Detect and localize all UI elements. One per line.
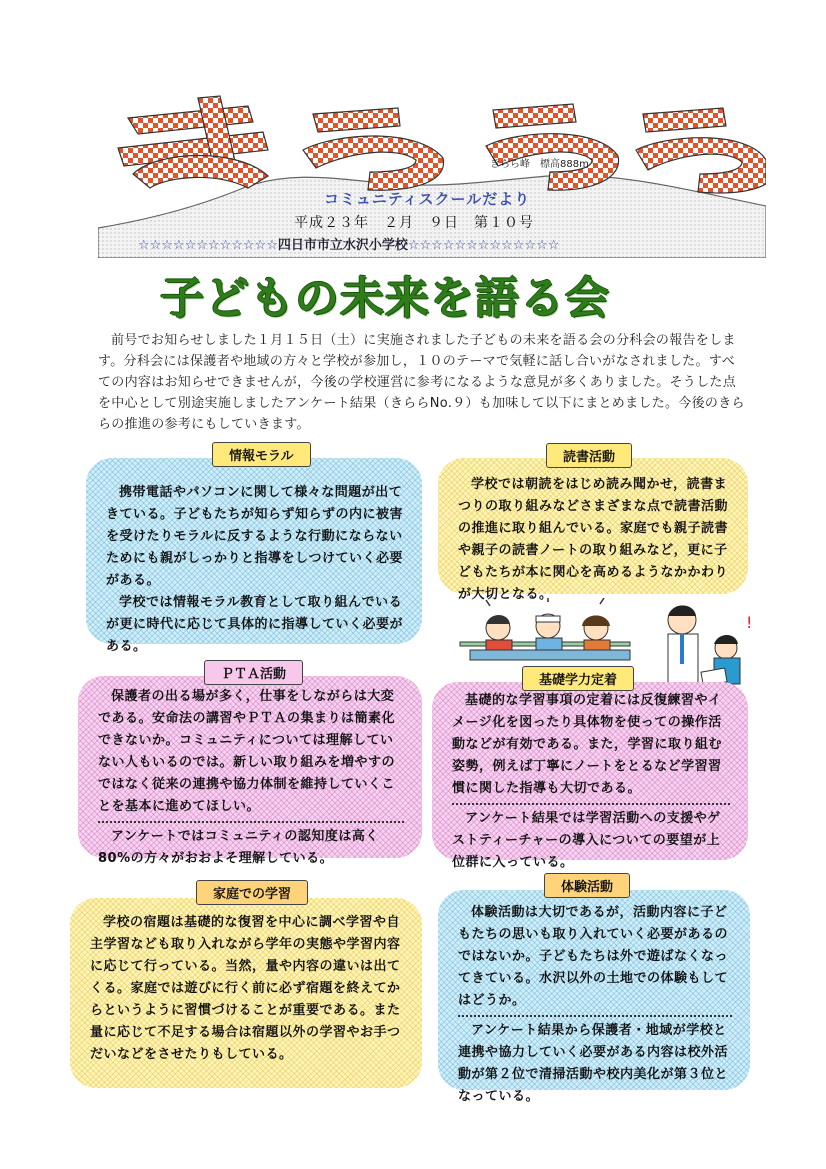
masthead bbox=[98, 88, 766, 258]
experience-p1: 体験活動は大切であるが，活動内容に子どもたちの思いも取り入れていく必要があるのではないか。子どもたちは外で遊ばなくなってきている。水沢以外の土地での体験もしてはどうか。 bbox=[458, 905, 729, 1008]
basic-p1: 基礎的な学習事項の定着には反復練習やイメージ化を図ったり具体物を使っての操作活動などが有効である。また，学習に取り組む姿勢，例えば丁寧にノートをとるなど学習習慣に関した指導も大切である。 bbox=[452, 693, 723, 796]
home-p1: 学校の宿題は基礎的な復習を中心に調べ学習や自主学習なども取り入れながら学年の実態や学習内容に応じて行っている。当然，量や内容の違いは出てくる。家庭では遊びに行く前に必ず宿題を終えてからというように習慣づけることが重要である。また量に応じて不足する場合は宿題以外の学習やお手つだいなどをさせたりもしている。 bbox=[90, 915, 401, 1062]
issue-date: 平成２３年 ２月 ９日 第１０号 bbox=[294, 215, 534, 231]
page-headline: 子どもの未来を語る会 bbox=[160, 273, 610, 324]
label-reading: 読書活動 bbox=[546, 443, 632, 468]
box-experience bbox=[438, 890, 750, 1104]
intro-paragraph: 前号でお知らせしました１月１５日（土）に実施されました子どもの未来を語る会の分科会の報告をします。分科会には保護者や地域の方々と学校が参加し，１０のテーマで気軽に話し合いがなされました。すべての内容はお知らせできませんが，今後の学校運営に参考になるような意見が多くありました。そうした点を中心として別途実施しましたアンケート結果（きららNo.９）も加味して以下にまとめました。今後のきららの推進の参考にもしていきます。 bbox=[98, 333, 745, 432]
logo-kirara bbox=[118, 96, 766, 193]
label-info-moral: 情報モラル bbox=[212, 442, 311, 467]
label-home-study: 家庭での学習 bbox=[196, 880, 308, 905]
masthead-art bbox=[98, 88, 766, 258]
box-pta bbox=[78, 676, 422, 866]
label-pta: ＰＴＡ活動 bbox=[204, 660, 303, 685]
divider bbox=[98, 821, 404, 823]
divider bbox=[452, 803, 730, 805]
intro-text bbox=[98, 330, 746, 435]
school-name: 四日市市立水沢小学校 bbox=[277, 238, 408, 253]
basic-p2: アンケート結果では学習活動への支援やゲストティーチャーの導入についての要望が上位群に入っている。 bbox=[452, 811, 721, 870]
pta-p2: アンケートではコミュニティの認知度は高く80%の方々がおおよそ理解している。 bbox=[98, 829, 379, 866]
experience-p2: アンケート結果から保護者・地域が学校と連携や協力していく必要がある内容は校外活動が第２位で清掃活動や校内美化が第３位となっている。 bbox=[458, 1023, 729, 1104]
stars-left: ☆☆☆☆☆☆☆☆☆☆☆☆ bbox=[138, 238, 278, 253]
label-experience: 体験活動 bbox=[544, 873, 630, 898]
divider bbox=[458, 1015, 732, 1017]
info-moral-p2: 学校では情報モラル教育として取り組んでいるが更に時代に応じて具体的に指導していく必要がある。 bbox=[106, 595, 404, 654]
stars-right: ☆☆☆☆☆☆☆☆☆☆☆☆☆ bbox=[407, 238, 560, 253]
pta-p1: 保護者の出る場が多く，仕事をしながらは大変である。安命法の講習やＰＴＡの集まりは簡素化できないか。コミュニティについては理解していない人もいるのでは。新しい取り組みを増やすのではなく従来の連携や協力体制を維持していくことを基本に進めてほしい。 bbox=[98, 689, 396, 814]
label-basic-skills: 基礎学力定着 bbox=[522, 666, 634, 691]
newsletter-subtitle: コミュニティスクールだより bbox=[324, 190, 531, 208]
svg-text:!: ! bbox=[746, 613, 753, 632]
info-moral-p1: 携帯電話やパソコンに関して様々な問題が出てきている。子どもたちが知らず知らずの内に被害を受けたりモラルに反するような行動にならないためにも親がしっかりと指導をしつけていく必要がある。 bbox=[106, 485, 404, 588]
teacher-with-child bbox=[668, 606, 752, 686]
children-raising-hands bbox=[460, 598, 630, 660]
box-home-study bbox=[70, 898, 422, 1088]
box-basic-skills bbox=[432, 682, 748, 870]
school-line bbox=[138, 234, 559, 253]
reading-p1: 学校では朝読をはじめ読み聞かせ，読書まつりの取り組みなどさまざまな点で読書活動の推進に取り組んでいる。家庭でも親子読書や親子の読書ノートの取り組みなど，更に子どもたちが本に関心を高めるようなかかわりが大切となる。 bbox=[458, 477, 729, 602]
box-info-moral bbox=[86, 458, 422, 654]
box-reading bbox=[438, 458, 748, 602]
masthead-caption: きらら峰 標高888m bbox=[490, 159, 589, 170]
